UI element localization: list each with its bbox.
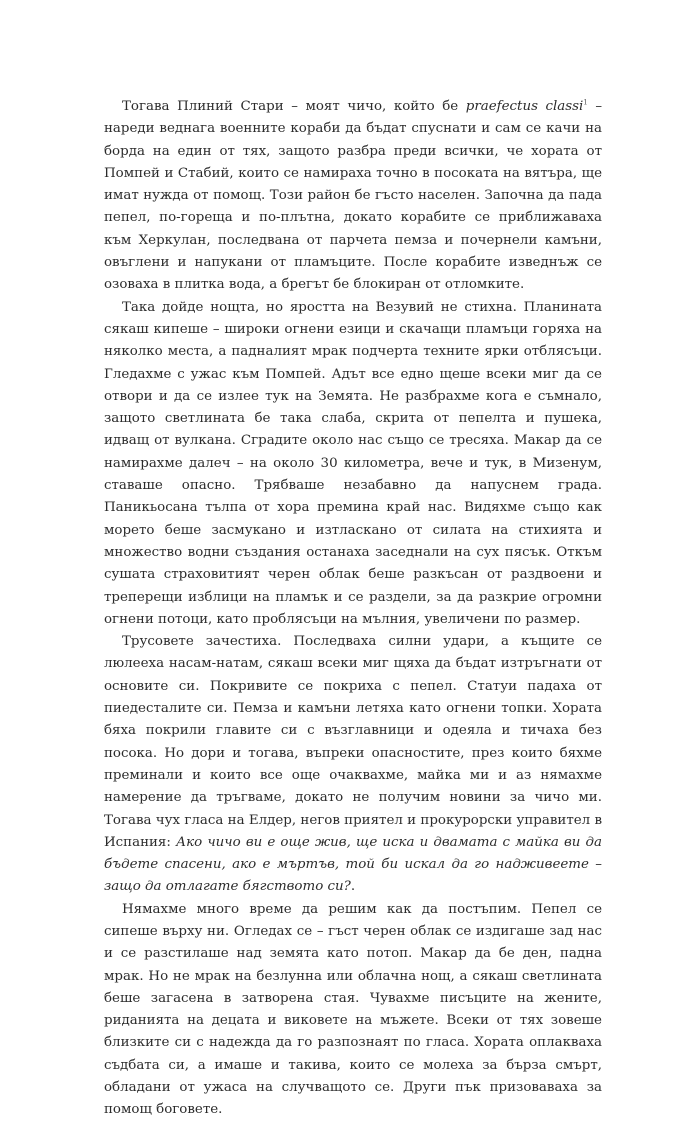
footnote-marker[interactable]: 1 (583, 98, 588, 107)
paragraph-3-text-b: . (350, 879, 356, 895)
paragraph-1-text-b: – нареди веднага военните кораби да бъдат спуснати и сам се качи на борда на един от тях, защото разбра преди всички, че хората от Помпей и Стабий, които се намираха точно в посоката на вятъра, ще имат нужда от помощ. Този район бе гъсто населен. Започна да пада пепел, по-гореща и по-плътна, докато корабите се приближаваха към Херкулан, последвана от парчета пемза и почернели камъни, овъглени и напукани от пламъците. После корабите изведнъж се озоваха в плитка вода, а брегът бе блокиран от отломките. (104, 99, 603, 293)
paragraph-3-text-a: Трусовете зачестиха. Последваха силни удари, а къщите се люлееха насам-натам, сякаш всеки миг щяха да бъдат изтръгнати от основите си. Покривите се покриха с пепел. Статуи падаха от пиедесталите си. Пемза и камъни летяха като огнени топки. Хората бяха покрили главите си с възглавници и одеяла и тичаха без посока. Но дори и тогава, въпреки опасностите, през които бяхме преминали и които все още очаквахме, майка ми и аз нямахме намерение да тръгваме, докато не получим новини за чичо ми. Тогава чух гласа на Елдер, негов приятел и прокурорски управител в Испания: (104, 634, 602, 850)
paragraph-2 (104, 297, 602, 631)
paragraph-1-latin-term: praefectus classi (465, 99, 584, 114)
page-body (104, 96, 602, 1122)
paragraph-3-quote: Ако чичо ви е още жив, ще иска и двамата с майка ви да бъдете спасени, ако е мъртъв, той би искал да го надживеете – защо да отлагате бягството си? (104, 834, 603, 895)
paragraph-1-text-a: Тогава Плиний Стари – моят чичо, който бе (122, 99, 466, 114)
paragraph-2-text: Така дойде нощта, но яростта на Везувий не стихна. Планината сякаш кипеше – широки огнени езици и скачащи пламъци горяха на няколко места, а падналият мрак подчерта техните ярки отблясъци. Гледахме с ужас към Помпей. Адът все едно щеше всеки миг да се отвори и да се излее тук на Земята. Не разбрахме кога е съмнало, защото светлината бе така слаба, скрита от пепелта и пушека, идващ от вулкана. Сградите около нас също се тресяха. Макар да се намирахме далеч – на около 30 километра, вече и тук, в Мизенум, ставаше опасно. Трябваше незабавно да напуснем града. Паникьосана тълпа от хора премина край нас. Видяхме също как морето беше засмукано и изтласкано от силата на стихията и множество водни създания останаха заседнали на сух пясък. Откъм сушата страховитият черен облак беше разкъсан от раздвоени и треперещи изблици на пламък и се раздели, за да разкрие огромни огнени потоци, като проблясъци на мълния, увеличени по размер. (104, 299, 602, 627)
paragraph-4 (104, 899, 602, 1122)
paragraph-4-text: Нямахме много време да решим как да постъпим. Пепел се сипеше върху ни. Огледах се – гъст черен облак се издигаше зад нас и се разстилаше над земята като потоп. Макар да бе ден, падна мрак. Но не мрак на безлунна или облачна нощ, а сякаш светлината беше загасена в затворена стая. Чувахме писъците на жените, риданията на децата и виковете на мъжете. Всеки от тях зовеше близките си с надежда да го разпознаят по гласа. Хората оплакваха съдбата си, а имаше и такива, които се молеха за бърза смърт, обладани от ужаса на случващото се. Други пък призоваваха за помощ боговете. (104, 901, 602, 1118)
paragraph-1 (104, 96, 602, 297)
paragraph-3 (104, 631, 602, 899)
